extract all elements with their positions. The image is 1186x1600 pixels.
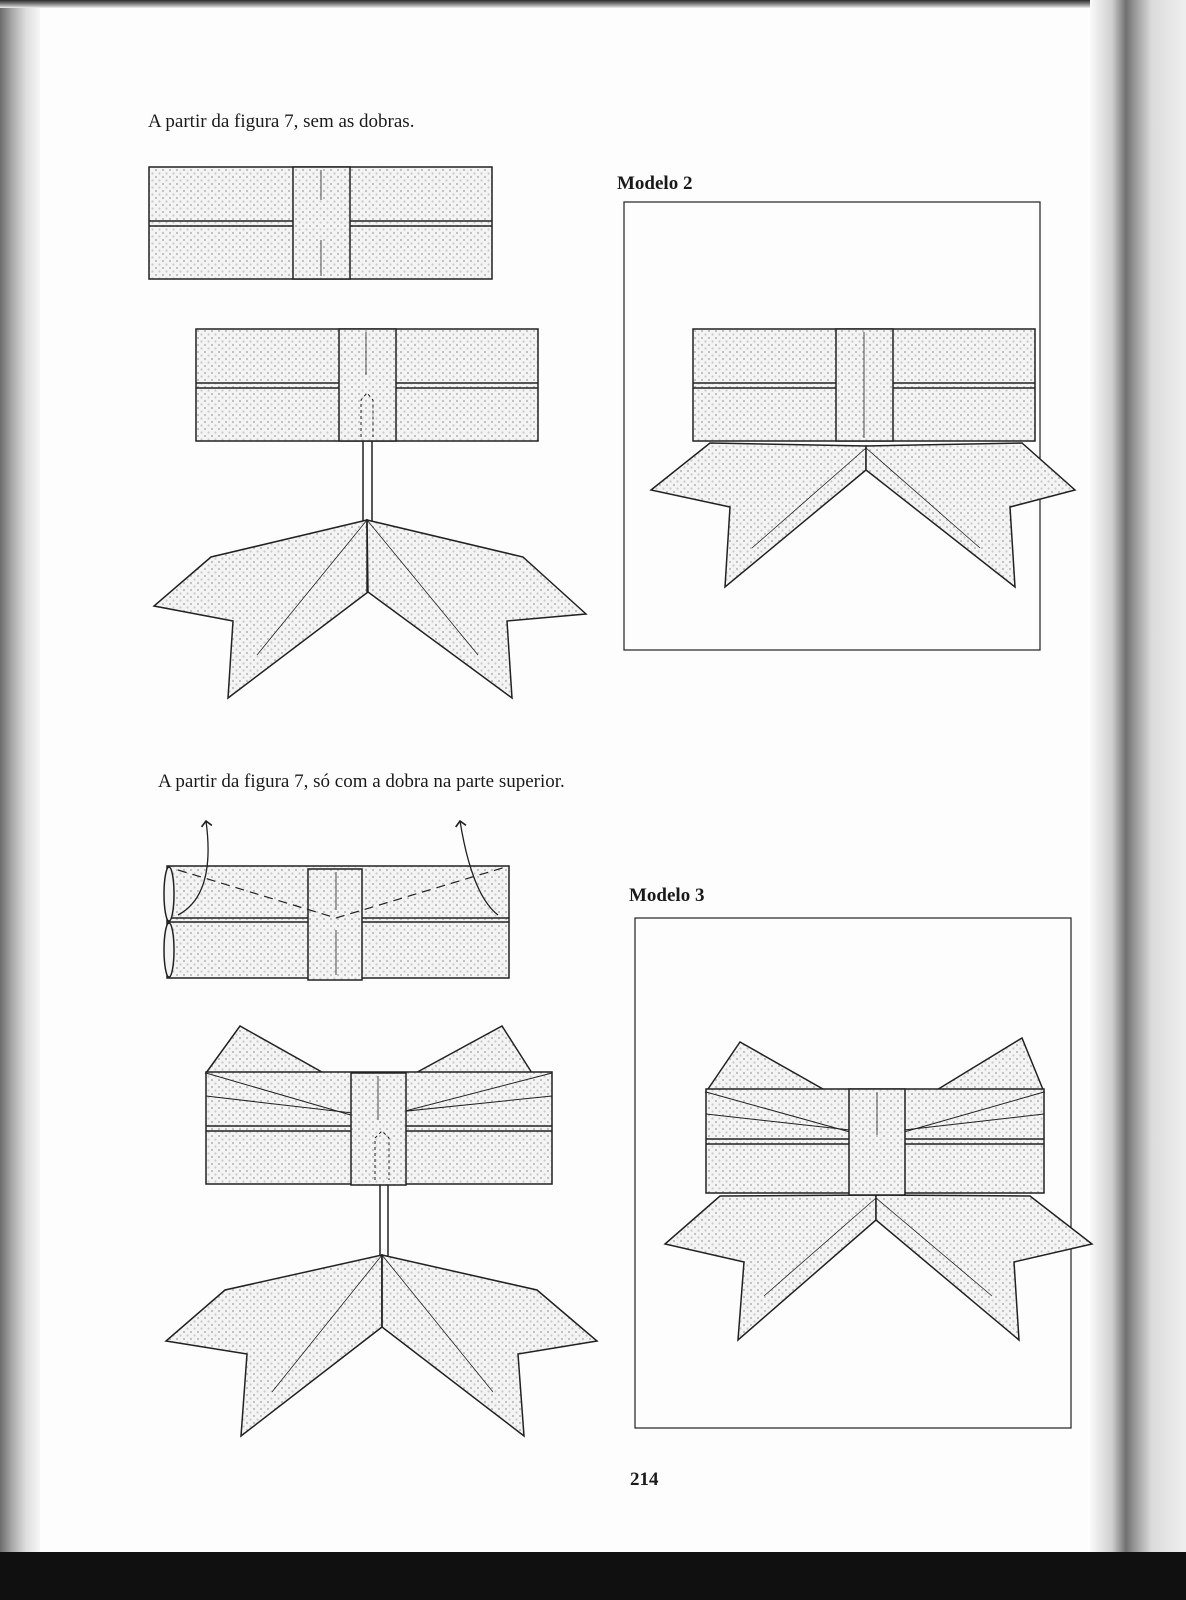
caption-top-fold: A partir da figura 7, só com a dobra na parte superior. (158, 771, 565, 792)
model-2-heading: Modelo 2 (617, 173, 693, 194)
step-flat-strip (149, 167, 492, 279)
model-2-bow (651, 329, 1075, 587)
model-3-bow (665, 1038, 1092, 1340)
caption-without-folds: A partir da figura 7, sem as dobras. (148, 111, 415, 132)
step-fold-lines (164, 821, 509, 980)
model-3-heading: Modelo 3 (629, 885, 705, 906)
step-strip-with-wings (154, 329, 586, 698)
page-number: 214 (630, 1469, 659, 1490)
step-bow-assembly (166, 1026, 597, 1436)
